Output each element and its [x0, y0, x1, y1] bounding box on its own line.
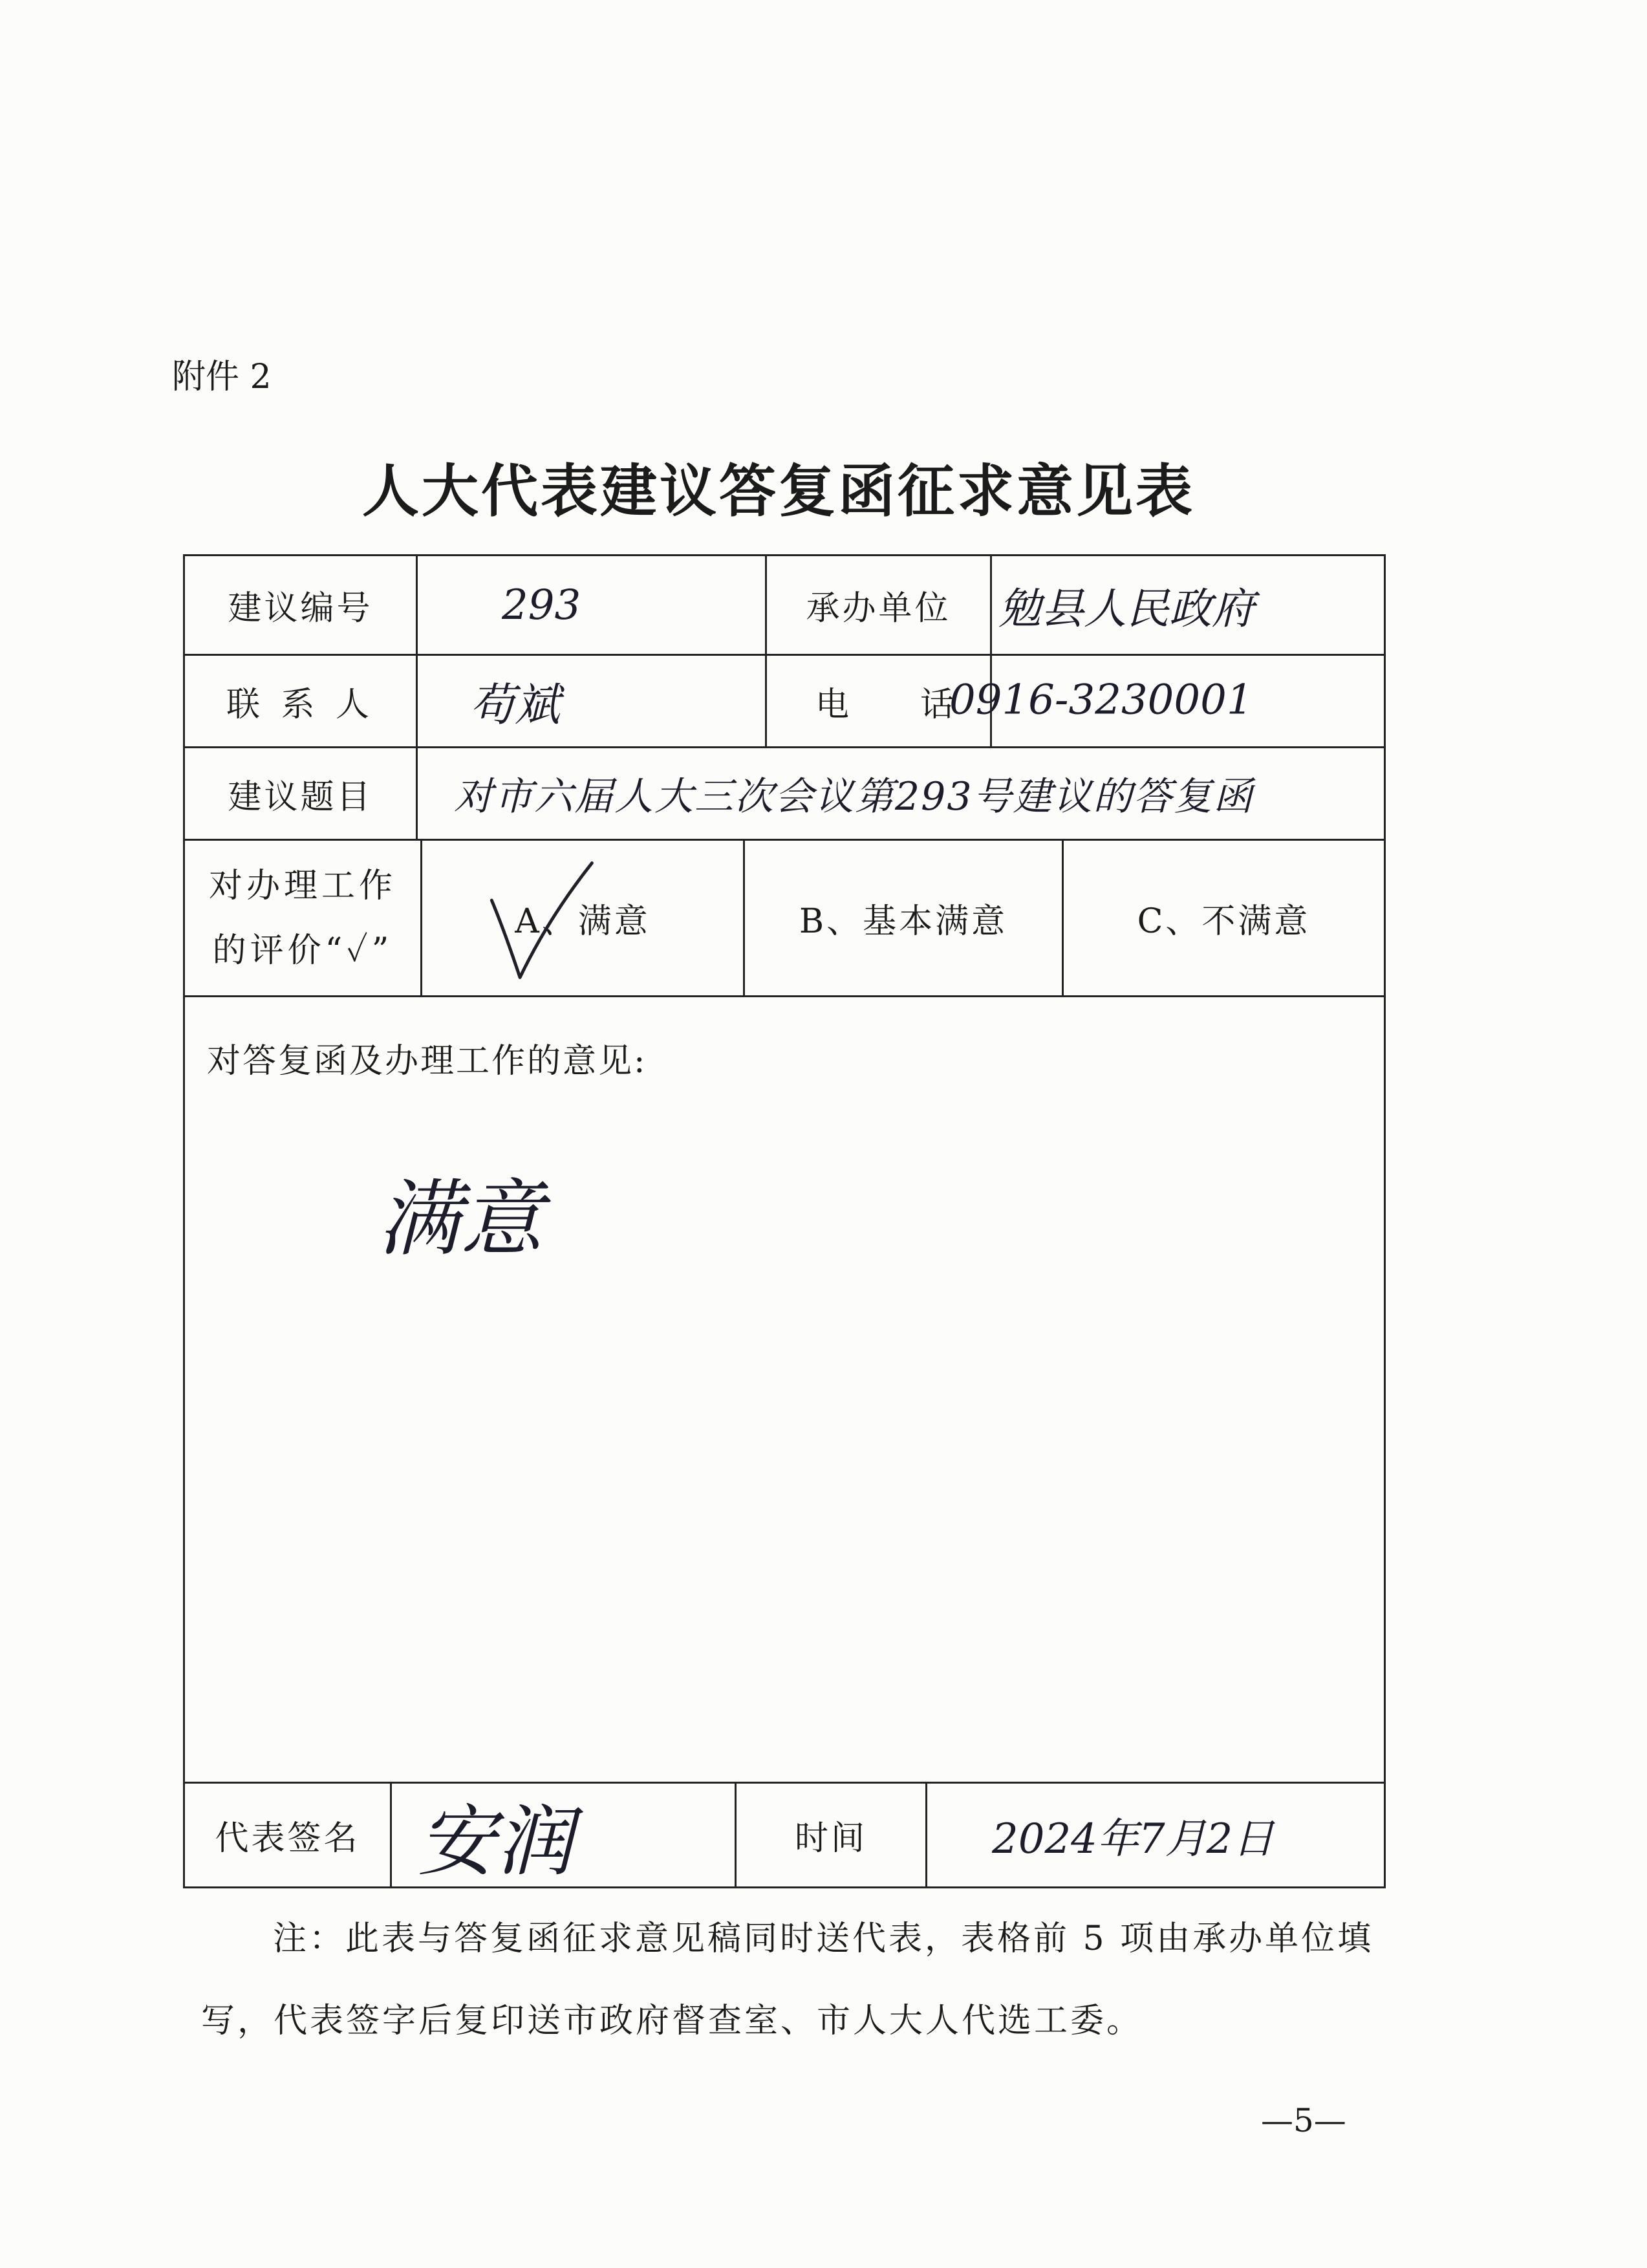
- attachment-label: 附件 2: [172, 358, 272, 396]
- signature-label: 代表签名: [215, 1819, 360, 1858]
- date-label-cell: [737, 1784, 927, 1886]
- option-c-cell: [1064, 841, 1384, 995]
- phone-label: 电 话: [815, 685, 956, 724]
- suggestion-number-label: 建议编号: [228, 589, 373, 628]
- option-c-label: C、不满意: [1137, 902, 1311, 941]
- date-value: 2024年7月2日: [992, 1815, 1275, 1863]
- page-title: 人大代表建议答复函征求意见表: [362, 457, 1196, 524]
- row-topic: [185, 748, 1384, 841]
- note-line1: 注：此表与答复函征求意见稿同时送代表，表格前 5 项由承办单位填: [273, 1919, 1374, 1958]
- handling-unit-value: 勉县人民政府: [998, 584, 1254, 634]
- opinion-form-table: [183, 554, 1386, 1888]
- page-number: —5—: [1261, 2102, 1346, 2139]
- row-opinion: [185, 997, 1384, 1784]
- evaluation-label-cell: [185, 841, 422, 995]
- row-evaluation: [185, 841, 1384, 997]
- handwritten-signature: 安润: [418, 1797, 573, 1887]
- contact-value-cell: [418, 656, 767, 746]
- date-label: 时间: [794, 1819, 867, 1858]
- topic-label: 建议题目: [228, 777, 373, 817]
- signature-value-cell: [392, 1784, 737, 1886]
- option-b-cell: [745, 841, 1064, 995]
- phone-value: 0916-3230001: [949, 676, 1253, 724]
- contact-label: 联 系 人: [226, 685, 375, 724]
- row-signature-date: [185, 1784, 1384, 1886]
- row-number-unit: [185, 556, 1384, 656]
- row-contact-phone: [185, 656, 1384, 748]
- signature-label-cell: [185, 1784, 392, 1886]
- date-value-cell: [927, 1784, 1384, 1886]
- note-line2: 写，代表签字后复印送市政府督查室、市人大人代选工委。: [201, 2002, 1143, 2040]
- evaluation-label-line2: 的评价“✓”: [212, 931, 393, 970]
- opinion-cell: [185, 997, 1384, 1782]
- evaluation-label-line1: 对办理工作: [208, 866, 396, 905]
- topic-value: 对市六届人大三次会议第293号建议的答复函: [454, 774, 1254, 819]
- opinion-label: 对答复函及办理工作的意见:: [207, 1042, 647, 1081]
- option-a-label: A、满意: [515, 902, 651, 941]
- contact-label-cell: [185, 656, 418, 746]
- suggestion-number-value: 293: [502, 581, 581, 629]
- contact-value: 苟斌: [469, 678, 560, 731]
- option-a-cell: [422, 841, 745, 995]
- topic-label-cell: [185, 748, 418, 839]
- topic-value-cell: [418, 748, 1384, 839]
- suggestion-number-value-cell: [418, 556, 767, 654]
- handling-unit-label-cell: [767, 556, 992, 654]
- suggestion-number-label-cell: [185, 556, 418, 654]
- handling-unit-label: 承办单位: [806, 589, 951, 628]
- phone-value-cell: [949, 656, 1384, 746]
- opinion-value: 满意: [378, 1171, 544, 1268]
- handling-unit-value-cell: [992, 556, 1384, 654]
- option-b-label: B、基本满意: [799, 902, 1008, 941]
